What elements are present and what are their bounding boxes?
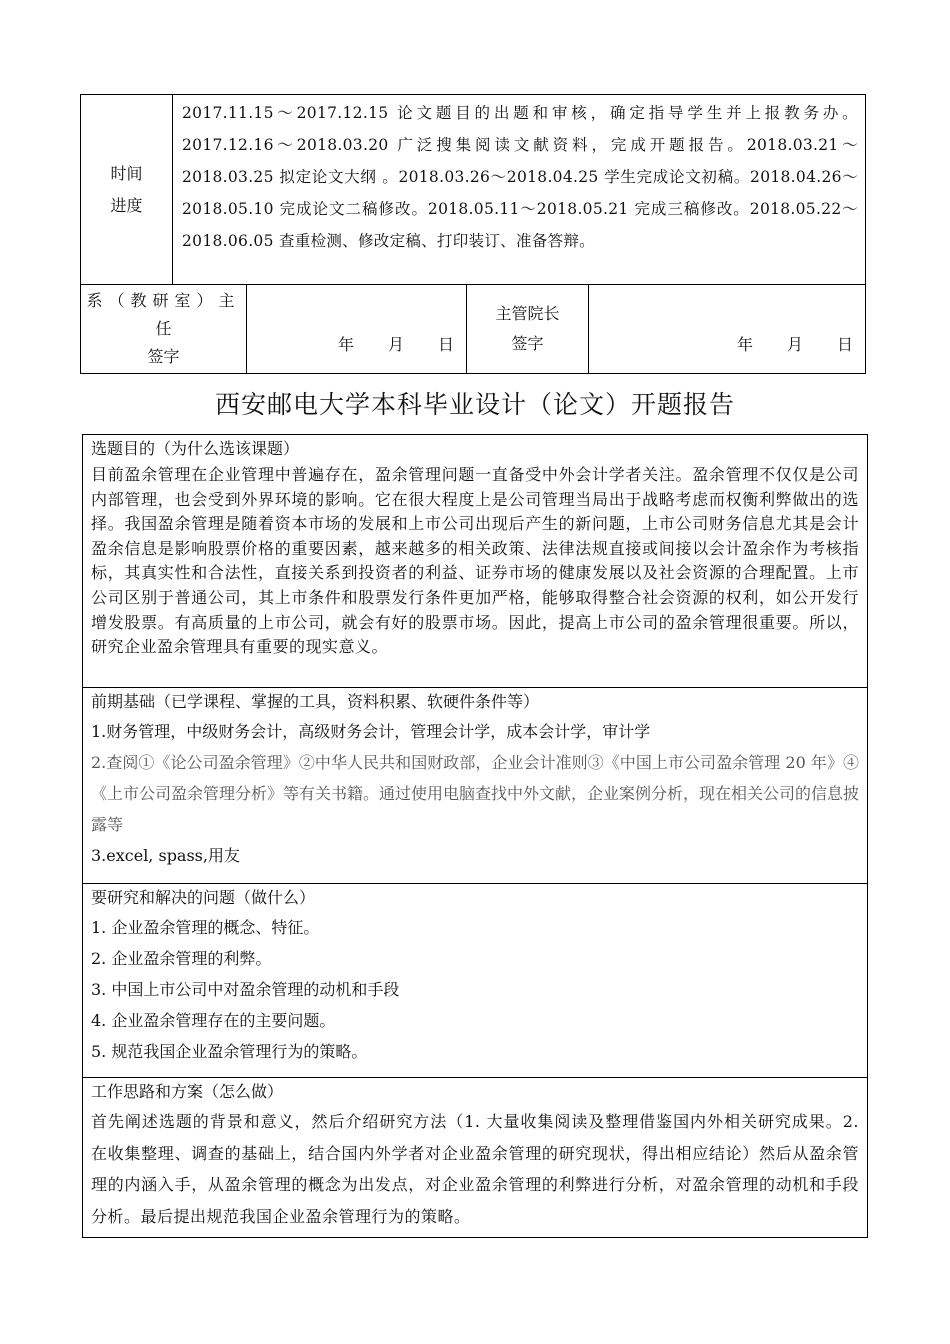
schedule-content: 2017.11.15～2017.12.15 论文题目的出题和审核，确定指导学生并上报教务办。 2017.12.16～2018.03.20 广泛搜集阅读文献资料，完成开题报告。2018.03.21～2018.03.25 拟定论文大纲 。2018.03.26～2018.04.25 学生完成论文初稿。2018.04.26～2018.05.10 完成论文二稿修改。2018.05.11～2018.05.21 完成三稿修改。2018.05.22～2018.06.05 查重检测、修改定稿、打印装订、准备答辩。 xyxy=(182,104,858,250)
dept-head-date xyxy=(338,332,454,355)
problem-item: 3. 中国上市公司中对盈余管理的动机和手段 xyxy=(91,980,400,999)
signature-row xyxy=(81,285,865,373)
approach-heading: 工作思路和方案（怎么做） xyxy=(91,1082,284,1101)
dean-date xyxy=(737,332,853,355)
foundation-item-3: 3.excel, spass,用友 xyxy=(91,846,240,865)
date-day: 日 xyxy=(437,335,454,354)
schedule-label-line1: 时间 xyxy=(110,163,143,183)
date-day: 日 xyxy=(836,335,853,354)
purpose-section xyxy=(83,435,867,688)
problem-item: 1. 企业盈余管理的概念、特征。 xyxy=(91,918,320,937)
report-table xyxy=(82,434,868,1238)
dept-head-label xyxy=(81,285,247,373)
schedule-label xyxy=(81,95,173,284)
date-month: 月 xyxy=(387,335,404,354)
dept-head-label-line1: 系（教研室）主 xyxy=(86,291,241,310)
dept-head-label-line3: 签字 xyxy=(147,347,180,366)
foundation-item-2: 2.查阅①《论公司盈余管理》②中华人民共和国财政部，企业会计准则③《中国上市公司盈余管理 20 年》④《上市公司盈余管理分析》等有关书籍。通过使用电脑查找中外文献，企业案例分析，现在相关公司的信息披露等 xyxy=(91,753,860,834)
dean-signature-cell[interactable] xyxy=(589,285,865,373)
dept-head-signature-cell[interactable] xyxy=(247,285,467,373)
approach-section xyxy=(83,1078,867,1238)
report-title: 西安邮电大学本科毕业设计（论文）开题报告 xyxy=(214,390,735,419)
problems-section xyxy=(83,884,867,1078)
problem-item: 2. 企业盈余管理的利弊。 xyxy=(91,949,272,968)
date-month: 月 xyxy=(786,335,803,354)
date-year: 年 xyxy=(736,335,753,354)
approach-body: 首先阐述选题的背景和意义，然后介绍研究方法（1. 大量收集阅读及整理借鉴国内外相关研究成果。2. 在收集整理、调查的基础上，结合国内外学者对企业盈余管理的研究现状，得出相应结论）然后从盈余管理的内涵入手，从盈余管理的概念为出发点，对企业盈余管理的利弊进行分析，对盈余管理的动机和手段分析。最后提出规范我国企业盈余管理行为的策略。 xyxy=(91,1112,859,1226)
dean-label-line2: 签字 xyxy=(511,334,544,353)
problem-item: 4. 企业盈余管理存在的主要问题。 xyxy=(91,1011,336,1030)
dean-label xyxy=(467,285,589,373)
problems-heading: 要研究和解决的问题（做什么） xyxy=(91,888,316,907)
foundation-item-1: 1.财务管理，中级财务会计，高级财务会计，管理会计学，成本会计学，审计学 xyxy=(91,722,651,741)
dean-label-line1: 主管院长 xyxy=(495,304,560,323)
foundation-heading: 前期基础（已学课程、掌握的工具，资料积累、软硬件条件等） xyxy=(91,692,540,711)
schedule-row xyxy=(81,95,865,285)
schedule-table xyxy=(80,94,866,374)
schedule-label-line2: 进度 xyxy=(110,195,143,215)
dept-head-label-line2: 任 xyxy=(155,319,172,338)
date-year: 年 xyxy=(337,335,354,354)
purpose-heading: 选题目的（为什么选该课题） xyxy=(91,439,300,458)
problem-item: 5. 规范我国企业盈余管理行为的策略。 xyxy=(91,1042,368,1061)
foundation-section xyxy=(83,688,867,884)
purpose-body: 目前盈余管理在企业管理中普遍存在，盈余管理问题一直备受中外会计学者关注。盈余管理不仅仅是公司内部管理，也会受到外界环境的影响。它在很大程度上是公司管理当局出于战略考虑而权衡利弊做出的选择。我国盈余管理是随着资本市场的发展和上市公司出现后产生的新问题，上市公司财务信息尤其是会计盈余信息是影响股票价格的重要因素，越来越多的相关政策、法律法规直接或间接以会计盈余作为考核指标，其真实性和合法性，直接关系到投资者的利益、证券市场的健康发展以及社会资源的合理配置。上市公司区别于普通公司，其上市条件和股票发行条件更加严格，能够取得整合社会资源的权利，如公开发行增发股票。有高质量的上市公司，就会有好的股票市场。因此，提高上市公司的盈余管理很重要。所以，研究企业盈余管理具有重要的现实意义。 xyxy=(91,465,859,657)
